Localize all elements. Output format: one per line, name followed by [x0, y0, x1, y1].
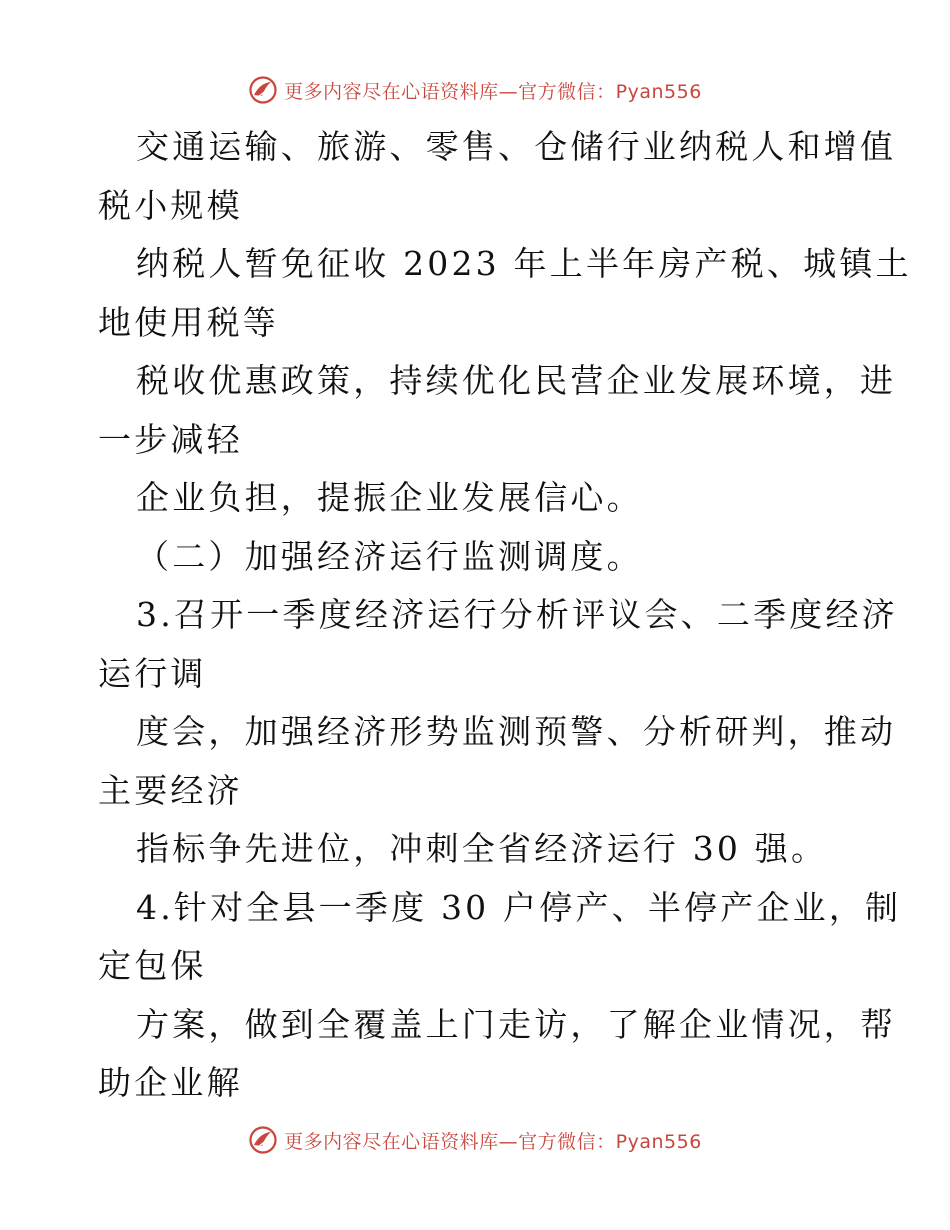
section-heading: （二）加强经济运行监测调度。: [136, 536, 643, 576]
body-text: [98, 118, 912, 1113]
text-line: 定包保: [98, 946, 207, 985]
watermark-text: 更多内容尽在心语资料库—官方微信：Pyan556: [284, 1130, 702, 1153]
watermark-text: 更多内容尽在心语资料库—官方微信：Pyan556: [284, 80, 702, 103]
text-line: 3.召开一季度经济运行分析评议会、二季度经济: [136, 595, 898, 634]
text-line: 地使用税等: [98, 302, 279, 342]
brush-logo-icon: [248, 1125, 278, 1155]
text-line: 企业负担，提振企业发展信心。: [136, 478, 643, 517]
brush-logo-icon: [248, 75, 278, 105]
text-line: 度会，加强经济形势监测预警、分析研判，推动: [136, 712, 897, 751]
text-line: 主要经济: [98, 770, 243, 810]
text-line: 助企业解: [98, 1063, 243, 1102]
header-watermark: [0, 70, 950, 110]
text-line: 税收优惠政策，持续优化民营企业发展环境，进: [136, 361, 897, 400]
text-line: 指标争先进位，冲刺全省经济运行 30 强。: [136, 829, 828, 868]
text-line: 交通运输、旅游、零售、仓储行业纳税人和增值: [136, 127, 897, 166]
text-line: 一步减轻: [98, 419, 243, 459]
text-line: 4.针对全县一季度 30 户停产、半停产企业，制: [136, 887, 902, 927]
footer-watermark: [0, 1120, 950, 1160]
text-line: 税小规模: [98, 185, 243, 225]
text-line: 方案，做到全覆盖上门走访，了解企业情况，帮: [136, 1004, 897, 1044]
text-line: 纳税人暂免征收 2023 年上半年房产税、城镇土: [136, 244, 912, 283]
text-line: 运行调: [98, 653, 207, 693]
